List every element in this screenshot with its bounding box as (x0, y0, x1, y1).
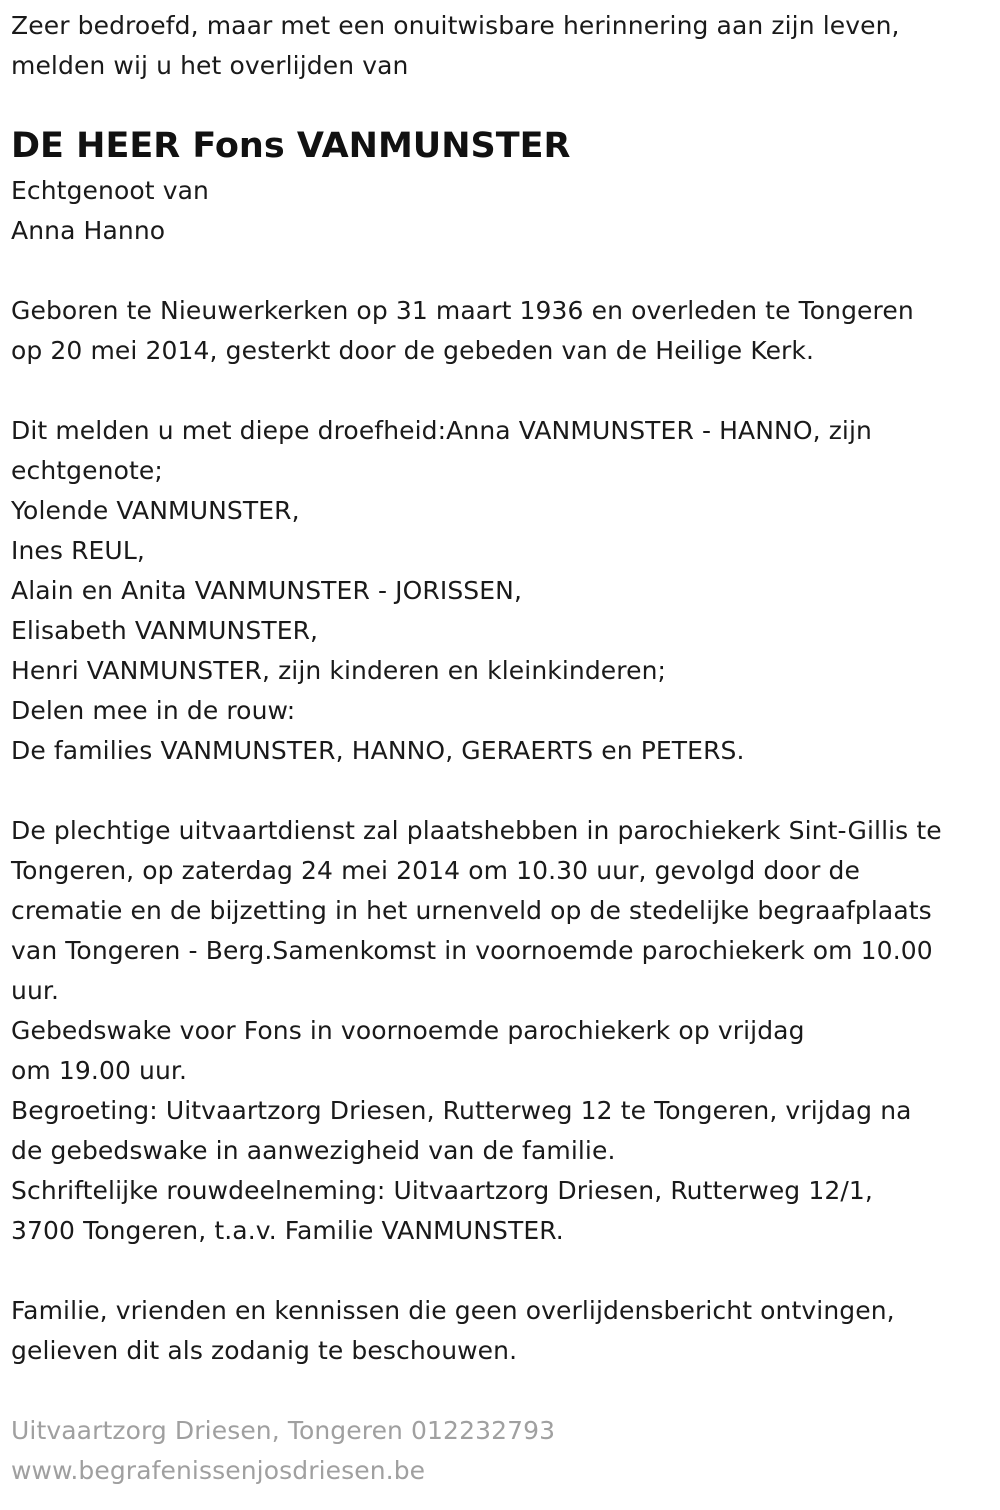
service-details (11, 811, 991, 1251)
spouse-info (11, 171, 991, 251)
birth-death-info (11, 291, 991, 371)
paragraph-gap (11, 251, 991, 291)
birth-death-line: op 20 mei 2014, gesterkt door de gebeden van de Heilige Kerk. (11, 336, 815, 365)
obituary-notice (11, 6, 991, 1491)
family-line: Dit melden u met diepe droefheid:Anna VANMUNSTER - HANNO, zijn (11, 416, 872, 445)
family-line: Delen mee in de rouw: (11, 696, 296, 725)
family-list (11, 411, 991, 771)
spouse-name: Anna Hanno (11, 216, 166, 245)
service-line: Begroeting: Uitvaartzorg Driesen, Rutterweg 12 te Tongeren, vrijdag na (11, 1096, 912, 1125)
footer (11, 1411, 991, 1491)
family-line: Henri VANMUNSTER, zijn kinderen en kleinkinderen; (11, 656, 667, 685)
service-line: Tongeren, op zaterdag 24 mei 2014 om 10.30 uur, gevolgd door de (11, 856, 860, 885)
service-line: De plechtige uitvaartdienst zal plaatshebben in parochiekerk Sint-Gillis te (11, 816, 942, 845)
paragraph-gap (11, 371, 991, 411)
intro-line: melden wij u het overlijden van (11, 51, 409, 80)
family-line: Ines REUL, (11, 536, 145, 565)
paragraph-gap (11, 1371, 991, 1411)
intro-text (11, 6, 991, 86)
service-line: 3700 Tongeren, t.a.v. Familie VANMUNSTER. (11, 1216, 564, 1245)
funeral-home-contact: Uitvaartzorg Driesen, Tongeren 012232793 (11, 1416, 556, 1445)
service-line: Schriftelijke rouwdeelneming: Uitvaartzorg Driesen, Rutterweg 12/1, (11, 1176, 873, 1205)
closing-line: Familie, vrienden en kennissen die geen overlijdensbericht ontvingen, (11, 1296, 895, 1325)
spouse-label: Echtgenoot van (11, 176, 209, 205)
service-line: uur. (11, 976, 60, 1005)
service-line: Gebedswake voor Fons in voornoemde parochiekerk op vrijdag (11, 1016, 805, 1045)
closing-text (11, 1291, 991, 1371)
service-line: de gebedswake in aanwezigheid van de familie. (11, 1136, 616, 1165)
family-line: Yolende VANMUNSTER, (11, 496, 300, 525)
service-line: om 19.00 uur. (11, 1056, 188, 1085)
family-line: Alain en Anita VANMUNSTER - JORISSEN, (11, 576, 523, 605)
family-line: Elisabeth VANMUNSTER, (11, 616, 319, 645)
paragraph-gap (11, 771, 991, 811)
closing-line: gelieven dit als zodanig te beschouwen. (11, 1336, 518, 1365)
paragraph-gap (11, 1251, 991, 1291)
deceased-name-heading: DE HEER Fons VANMUNSTER (11, 126, 571, 166)
service-line: crematie en de bijzetting in het urnenveld op de stedelijke begraafplaats (11, 896, 932, 925)
website-link[interactable]: www.begrafenissenjosdriesen.be (11, 1456, 426, 1485)
birth-death-line: Geboren te Nieuwerkerken op 31 maart 1936 en overleden te Tongeren (11, 296, 914, 325)
service-line: van Tongeren - Berg.Samenkomst in voornoemde parochiekerk om 10.00 (11, 936, 933, 965)
family-line: De families VANMUNSTER, HANNO, GERAERTS en PETERS. (11, 736, 745, 765)
family-line: echtgenote; (11, 456, 163, 485)
intro-line: Zeer bedroefd, maar met een onuitwisbare herinnering aan zijn leven, (11, 11, 900, 40)
